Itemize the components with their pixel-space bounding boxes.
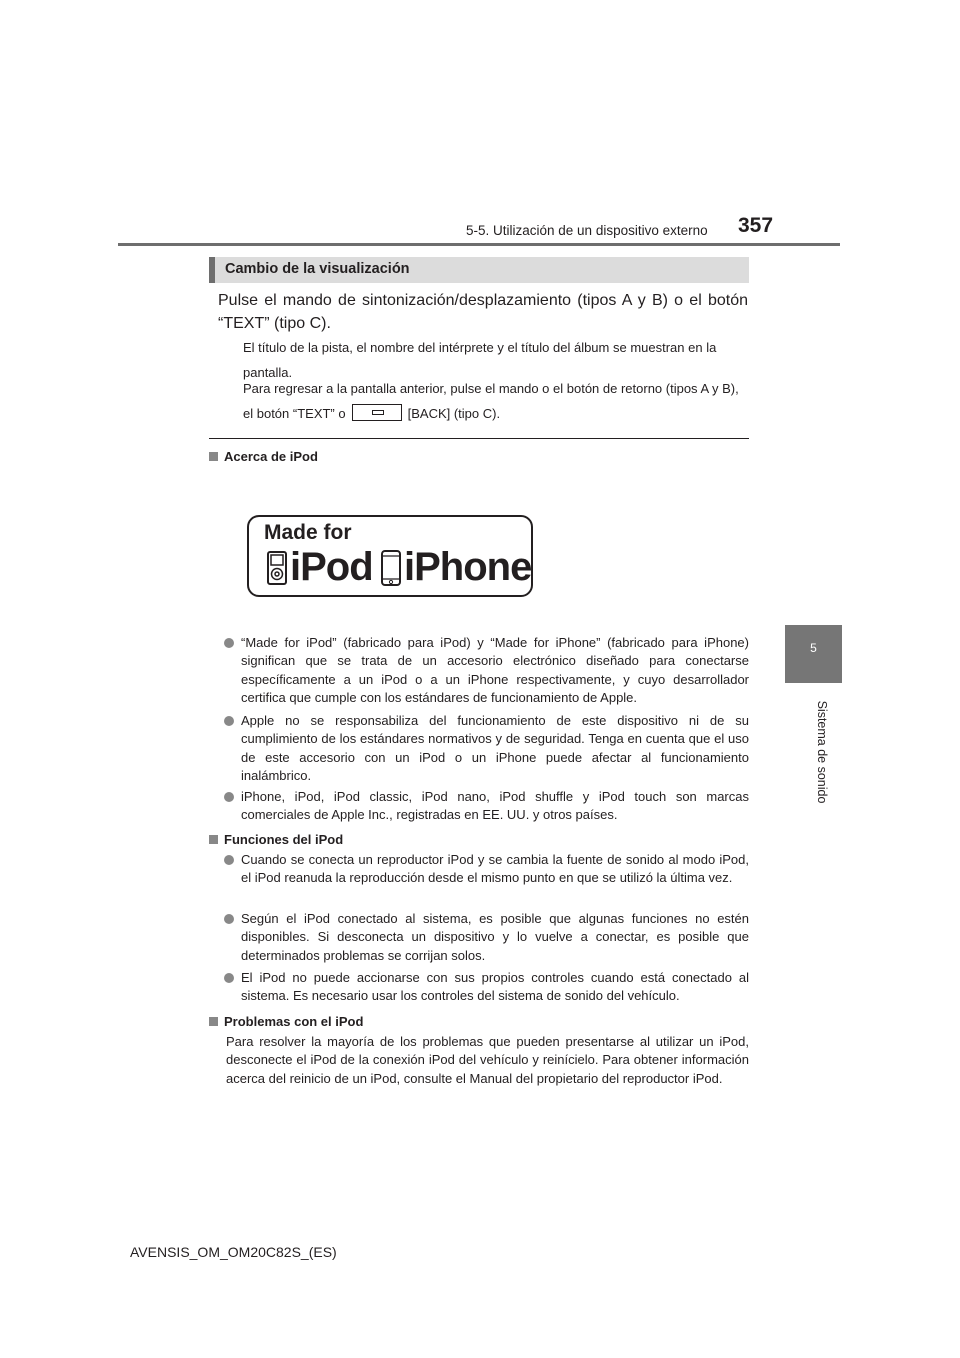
section-heading	[209, 257, 749, 283]
section-heading-text: Cambio de la visualización	[225, 261, 410, 277]
list-item	[224, 969, 749, 1006]
badge-iphone-text: iPhone	[404, 545, 532, 589]
list-item-text: “Made for iPod” (fabricado para iPod) y “Made for iPhone” (fabricado para iPhone) significan que se trata de un accesorio electrónico diseñado para conectarse específicamente a un iPod o a un iPhone respectivamente, y cuyo desarrollador certifica que cumple con los estándares de funcionamiento de Apple.	[241, 635, 749, 705]
list-item-text: iPhone, iPod, iPod classic, iPod nano, iPod shuffle y iPod touch son marcas comerciales de Apple Inc., registradas en EE. UU. y otros países.	[241, 789, 749, 823]
list-item-text: Según el iPod conectado al sistema, es posible que algunas funciones no estén disponibles. Si desconecta un dispositivo y lo vuelve a conectar, es posible que determinados problemas se corrijan solos.	[241, 911, 749, 963]
subheading-text: Problemas con el iPod	[224, 1014, 364, 1029]
list-item	[224, 910, 749, 965]
list-item	[224, 788, 749, 825]
list-item-text: El iPod no puede accionarse con sus propios controles cuando está conectado al sistema. Es necesario usar los controles del sistema de sonido del vehículo.	[241, 970, 749, 1004]
page-number: 357	[738, 214, 774, 237]
chapter-tab-label: Sistema de sonido	[815, 700, 829, 804]
chapter-tab-number: 5	[810, 641, 817, 655]
ipod-icon	[267, 551, 287, 585]
iphone-icon	[381, 550, 401, 586]
round-bullet-icon	[224, 716, 234, 726]
section-heading-bar	[209, 257, 215, 283]
round-bullet-icon	[224, 638, 234, 648]
note-text	[243, 376, 749, 426]
round-bullet-icon	[224, 973, 234, 983]
subheading-about-ipod	[209, 449, 318, 464]
subheading-ipod-problems	[209, 1014, 363, 1029]
badge-made-for-text: Made for	[264, 521, 352, 544]
header-section-title: 5-5. Utilización de un dispositivo externo	[466, 223, 708, 238]
subheading-ipod-functions	[209, 832, 343, 847]
list-item	[224, 712, 749, 785]
back-button-icon	[352, 404, 402, 421]
note-text-part: Para regresar a la pantalla anterior, pulse el mando o el botón de retorno (tipos A y B), el botón “TEXT” o	[243, 381, 739, 421]
subheading-text: Acerca de iPod	[224, 449, 318, 464]
list-item	[224, 851, 749, 888]
instruction-text: Pulse el mando de sintonización/desplazamiento (tipos A y B) o el botón “TEXT” (tipo C).	[218, 292, 748, 332]
list-item-text: Apple no se responsabiliza del funcionamiento de este dispositivo ni de su cumplimiento de los estándares normativos y de seguridad. Tenga en cuenta que el uso de este accesorio con un iPod o un iPhone puede afectar al funcionamiento inalámbrico.	[241, 713, 749, 783]
footer-document-code: AVENSIS_OM_OM20C82S_(ES)	[130, 1244, 337, 1260]
note-text-part: [BACK] (tipo C).	[407, 406, 501, 421]
section-divider	[209, 438, 749, 439]
list-item	[224, 634, 749, 707]
round-bullet-icon	[224, 914, 234, 924]
round-bullet-icon	[224, 855, 234, 865]
badge-ipod-text: iPod	[290, 545, 373, 589]
header-rule	[118, 243, 840, 246]
list-item-text: Cuando se conecta un reproductor iPod y se cambia la fuente de sonido al modo iPod, el iPod reanuda la reproducción desde el mismo punto en que se utilizó la última vez.	[241, 852, 749, 886]
round-bullet-icon	[224, 792, 234, 802]
subheading-text: Funciones del iPod	[224, 832, 344, 847]
problems-paragraph: Para resolver la mayoría de los problemas que pueden presentarse al utilizar un iPod, desconecte el iPod de la conexión iPod del vehículo y reinícielo. Para obtener información acerca del reinicio de un iPod, consulte el Manual del propietario del reproductor iPod.	[226, 1034, 749, 1086]
note-text: El título de la pista, el nombre del intérprete y el título del álbum se muestran en la pantalla.	[243, 340, 717, 380]
square-bullet-icon	[209, 1017, 218, 1026]
square-bullet-icon	[209, 835, 218, 844]
square-bullet-icon	[209, 452, 218, 461]
